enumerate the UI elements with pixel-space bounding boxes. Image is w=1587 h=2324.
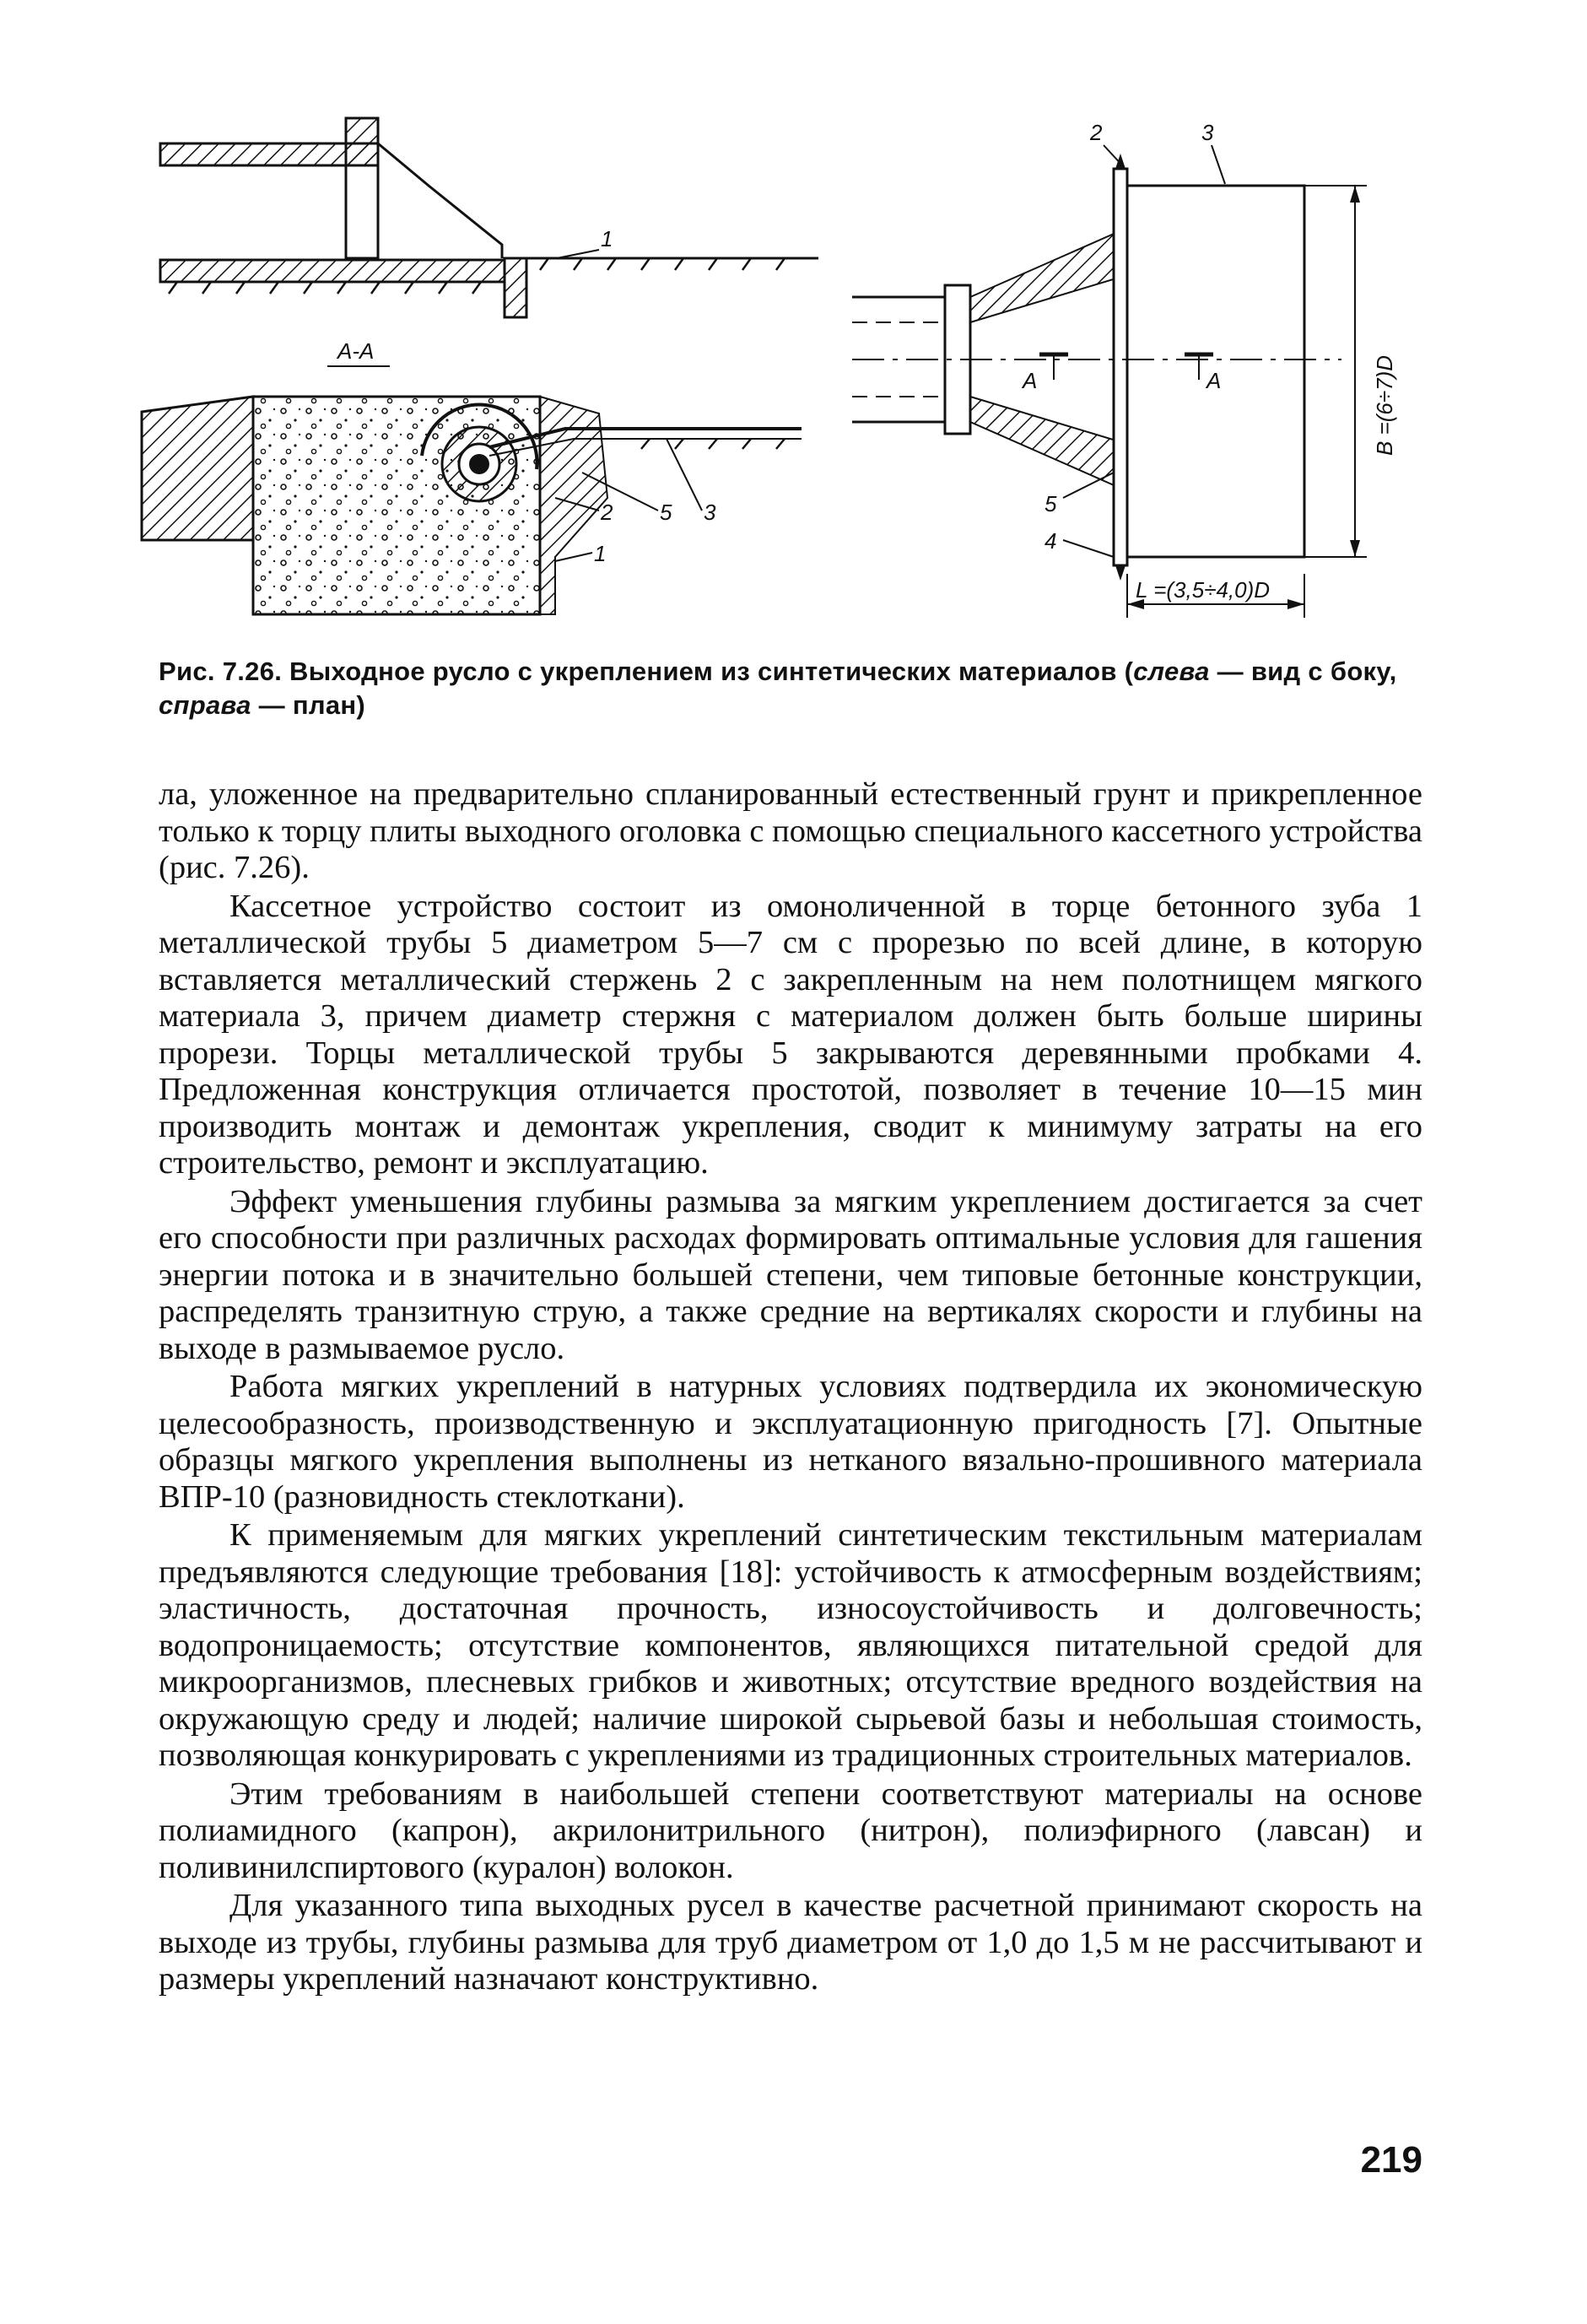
paragraph-2: Кассетное устройство состоит из омоноличенной в торце бетонного зуба 1 металлической трубы 5 диаметром 5—7 см с прорезью по всей длине, в которую вставляется металлический стержень 2 с закрепленным на нем полотнищем мягкого материала 3, причем диаметр стержня с материалом должен быть больше ширины прорези. Торцы металлической трубы 5 закрываются деревянными пробками 4. Предложенная конструкция отличается простотой, позволяет в течение 10—15 мин производить монтаж и демонтаж укрепления, сводит к минимуму затраты на его строительство, ремонт и эксплуатацию. — [159, 888, 1422, 1181]
caption-left-word: слева — [1133, 657, 1210, 686]
label-4-plan: 4 — [1045, 528, 1057, 554]
paragraph-6: Этим требованиям в наибольшей степени соответствуют материалы на основе полиамидного (капрон), акрилонитрильного (нитрон), полиэфирного (лавсан) и поливинилспиртового (куралон) волокон. — [159, 1775, 1422, 1885]
paragraph-4: Работа мягких укреплений в натурных условиях подтвердила их экономическую целесообразность, производственную и эксплуатационную пригодность [7]. Опытные образцы мягкого укрепления выполнены из нетканого вязально-прошивного материала ВПР-10 (разновидность стеклоткани). — [159, 1369, 1422, 1515]
label-3-plan: 3 — [1201, 120, 1214, 145]
paragraph-1: ла, уложенное на предварительно спланированный естественный грунт и прикрепленное только к торцу плиты выходного оголовка с помощью специального кассетного устройства (рис. 7.26). — [159, 776, 1422, 885]
side-view-drawing — [160, 118, 818, 317]
paragraph-7: Для указанного типа выходных русел в качестве расчетной принимают скорость на выходе из трубы, глубины размыва для труб диаметром от 1,0 до 1,5 м не рассчитывают и размеры укреплений назначают конструктивно. — [159, 1888, 1422, 1997]
label-a-left-plan: A — [1023, 368, 1038, 393]
label-a-right-plan: A — [1206, 368, 1222, 393]
label-dim-b: B =(6÷7)D — [1372, 354, 1397, 456]
paragraph-5: К применяемым для мягких укреплений синтетическим текстильным материалам предъявляются следующие требования [18]: устойчивость к атмосферным воздействиям; эластичность, достаточная прочность, износоустойчивость и долговечность; водопроницаемость; отсутствие компонентов, являющихся питательной средой для микроорганизмов, плесневых грибков и животных; отсутствие вредного воздействия на окружающую среду и людей; наличие широкой сырьевой базы и небольшая стоимость, позволяющая конкурировать с укреплениями из традиционных строительных материалов. — [159, 1517, 1422, 1773]
caption-text: Рис. 7.26. Выходное русло с укреплением из синтетических материалов ( — [159, 657, 1134, 686]
label-2-section: 2 — [601, 500, 613, 525]
label-5-plan: 5 — [1045, 491, 1057, 516]
paragraph-3: Эффект уменьшения глубины размыва за мягким укреплением достигается за счет его способности при различных расходах формировать оптимальные условия для гашения энергии потока и в значительно большей степени, чем типовые бетонные конструкции, распределять транзитную струю, а также средние на вертикалях скорости и глубины на выходе в размываемое русло. — [159, 1183, 1422, 1366]
figure-7-26 — [127, 101, 1443, 641]
body-text — [159, 776, 1422, 1998]
page-number: 219 — [1360, 2139, 1422, 2181]
label-dim-l: L =(3,5÷4,0)D — [1136, 577, 1271, 603]
label-section-a-a: A-A — [337, 338, 375, 364]
section-a-a-drawing — [142, 338, 802, 614]
label-1-top: 1 — [601, 226, 613, 251]
label-2-plan: 2 — [1090, 120, 1103, 145]
caption-middle: — вид с боку, — [1209, 657, 1397, 686]
label-3-section: 3 — [704, 500, 716, 525]
label-1-section: 1 — [594, 541, 607, 566]
label-5-section: 5 — [660, 500, 672, 525]
caption-right-word: справа — [159, 690, 251, 720]
figure-caption — [159, 655, 1424, 722]
plan-view-drawing — [852, 120, 1397, 618]
caption-suffix: — план) — [251, 690, 366, 720]
